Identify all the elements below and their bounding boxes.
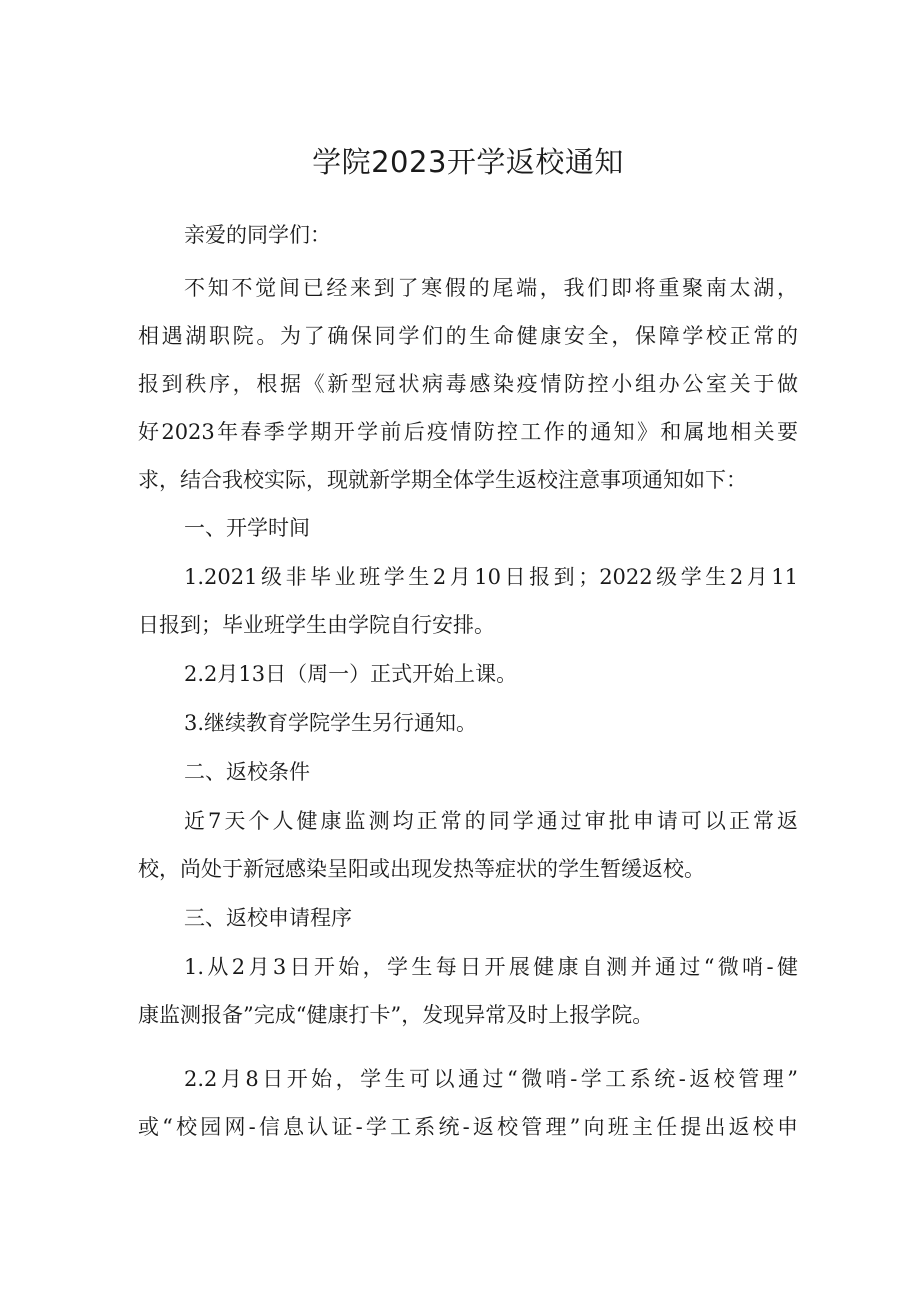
section3-item1: [138, 943, 798, 1039]
document-title: 学院2023开学返校通知: [312, 145, 624, 179]
intro-line: 报到秩序，根据《新型冠状病毒感染疫情防控小组办公室关于做: [138, 372, 798, 396]
section1-item2-line: 2.2月13日（周一）正式开始上课。: [184, 662, 518, 686]
section3-item1-line: 1.从2月3日开始，学生每日开展健康自测并通过“微哨-健: [184, 955, 798, 979]
greeting-line: 亲爱的同学们：: [184, 223, 331, 247]
section1-heading: 一、开学时间: [184, 516, 310, 540]
section1-item3: [138, 699, 798, 747]
section2-body-line: 校，尚处于新冠感染呈阳或出现发热等症状的学生暂缓返校。: [138, 857, 705, 881]
section1-item2: [138, 650, 798, 698]
section2-heading: 二、返校条件: [184, 760, 310, 784]
section3-item1-line: 康监测报备”完成“健康打卡”，发现异常及时上报学院。: [138, 1003, 654, 1027]
section2-body: [138, 797, 798, 893]
section3-item2: [138, 1055, 798, 1151]
section1-item1: [138, 553, 798, 649]
intro-line: 求，结合我校实际，现就新学期全体学生返校注意事项通知如下：: [138, 468, 747, 492]
intro-line: 好2023年春季学期开学前后疫情防控工作的通知》和属地相关要: [138, 420, 798, 444]
intro-line: 相遇湖职院。为了确保同学们的生命健康安全，保障学校正常的: [138, 324, 798, 348]
section3-item2-line: 2.2月8日开始，学生可以通过“微哨-学工系统-返校管理”: [184, 1067, 798, 1091]
intro-paragraph: [138, 264, 798, 504]
section3-item2-line: 或“校园网-信息认证-学工系统-返校管理”向班主任提出返校申: [138, 1115, 798, 1139]
section1-item1-line: 1.2021级非毕业班学生2月10日报到；2022级学生2月11: [184, 565, 798, 589]
intro-line: 不知不觉间已经来到了寒假的尾端，我们即将重聚南太湖，: [184, 276, 798, 300]
section2-body-line: 近7天个人健康监测均正常的同学通过审批申请可以正常返: [184, 809, 798, 833]
section1-item1-line: 日报到；毕业班学生由学院自行安排。: [138, 613, 495, 637]
document-page: [138, 0, 798, 1301]
section1-item3-line: 3.继续教育学院学生另行通知。: [184, 711, 478, 735]
section3-heading: 三、返校申请程序: [184, 906, 352, 930]
greeting: [138, 211, 798, 259]
